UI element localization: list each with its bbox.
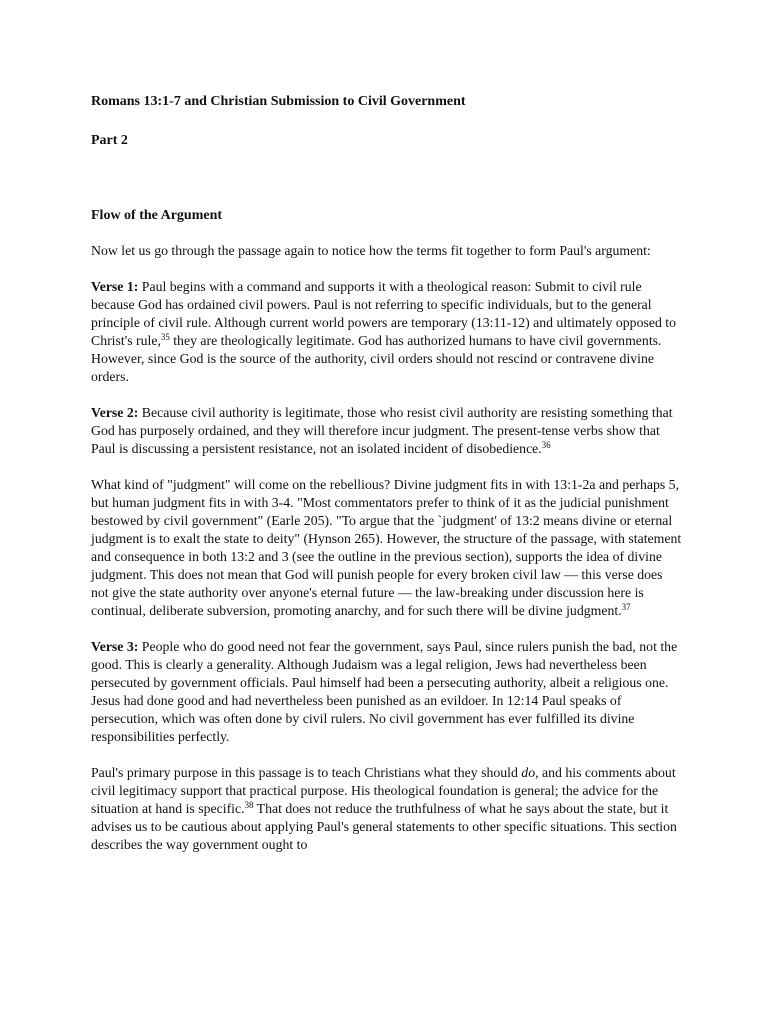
purpose-text-c: That does not reduce the truthfulness of what he says about the state, but it advises us to be cautious about applying Paul's general statements to other specific situations. This section describes the way government ought to [91,802,677,853]
verse-2-paragraph [91,405,682,459]
footnote-ref-37[interactable]: 37 [621,602,631,612]
verse-1-label: Verse 1: [91,280,139,295]
judgment-text: What kind of "judgment" will come on the rebellious? Divine judgment fits in with 13:1-2a and perhaps 5, but human judgment fits in with 3-4. "Most commentators prefer to think of it as the judicial punishment bestowed by civil government" (Earle 205). "To argue that the `judgment' of 13:2 means divine or eternal judgment is to exalt the state to deity" (Hynson 265). However, the structure of the passage, with statement and consequence in both 13:2 and 3 (see the outline in the previous section), supports the idea of divine judgment. This does not mean that God will punish people for every broken civil law — this verse does not give the state authority over anyone's eternal future — the law-breaking under discussion here is continual, deliberate subversion, promoting anarchy, and for such there will be divine judgment. [91,478,682,619]
section-heading: Flow of the Argument [91,208,223,223]
footnote-ref-38[interactable]: 38 [244,800,254,810]
purpose-paragraph [91,765,682,855]
verse-3-label: Verse 3: [91,640,139,655]
judgment-paragraph [91,477,682,621]
verse-1-paragraph [91,279,682,387]
part-label: Part 2 [91,133,128,148]
verse-3-text: People who do good need not fear the government, says Paul, since rulers punish the bad, not the good. This is clearly a generality. Although Judaism was a legal religion, Jews had nevertheless been persecuted by government officials. Paul himself had been a persecuting authority, albeit a religious one. Jesus had done good and had nevertheless been punished as an evildoer. In 12:14 Paul speaks of persecution, which was often done by civil rulers. No civil government has ever fulfilled its divine responsibilities perfectly. [91,640,678,745]
verse-2-text: Because civil authority is legitimate, those who resist civil authority are resisting something that God has purposely ordained, and they will therefore incur judgment. The present-tense verbs show that Paul is discussing a persistent resistance, not an isolated incident of disobedience. [91,406,673,457]
verse-1-text-b: they are theologically legitimate. God has authorized humans to have civil governments. However, since God is the source of the authority, civil orders should not rescind or contravene divine orders. [91,334,662,385]
purpose-text-b: and his comments about civil legitimacy support that practical purpose. His theological foundation is general; the advice for the situation at hand is specific. [91,766,676,817]
verse-1-text-a: Paul begins with a command and supports it with a theological reason: Submit to civil rule because God has ordained civil powers. Paul is not referring to specific individuals, but to the general principle of civil rule. Although current world powers are temporary (13:11-12) and ultimately opposed to Christ's rule, [91,280,677,349]
intro-paragraph: Now let us go through the passage again to notice how the terms fit together to form Paul's argument: [91,244,651,259]
purpose-text-a: Paul's primary purpose in this passage is to teach Christians what they should [91,766,522,781]
document-title: Romans 13:1-7 and Christian Submission to Civil Government [91,94,466,109]
footnote-ref-35[interactable]: 35 [160,332,170,342]
verse-3-paragraph [91,639,682,747]
footnote-ref-36[interactable]: 36 [541,440,551,450]
verse-2-label: Verse 2: [91,406,139,421]
purpose-emphasis: do, [521,766,539,781]
